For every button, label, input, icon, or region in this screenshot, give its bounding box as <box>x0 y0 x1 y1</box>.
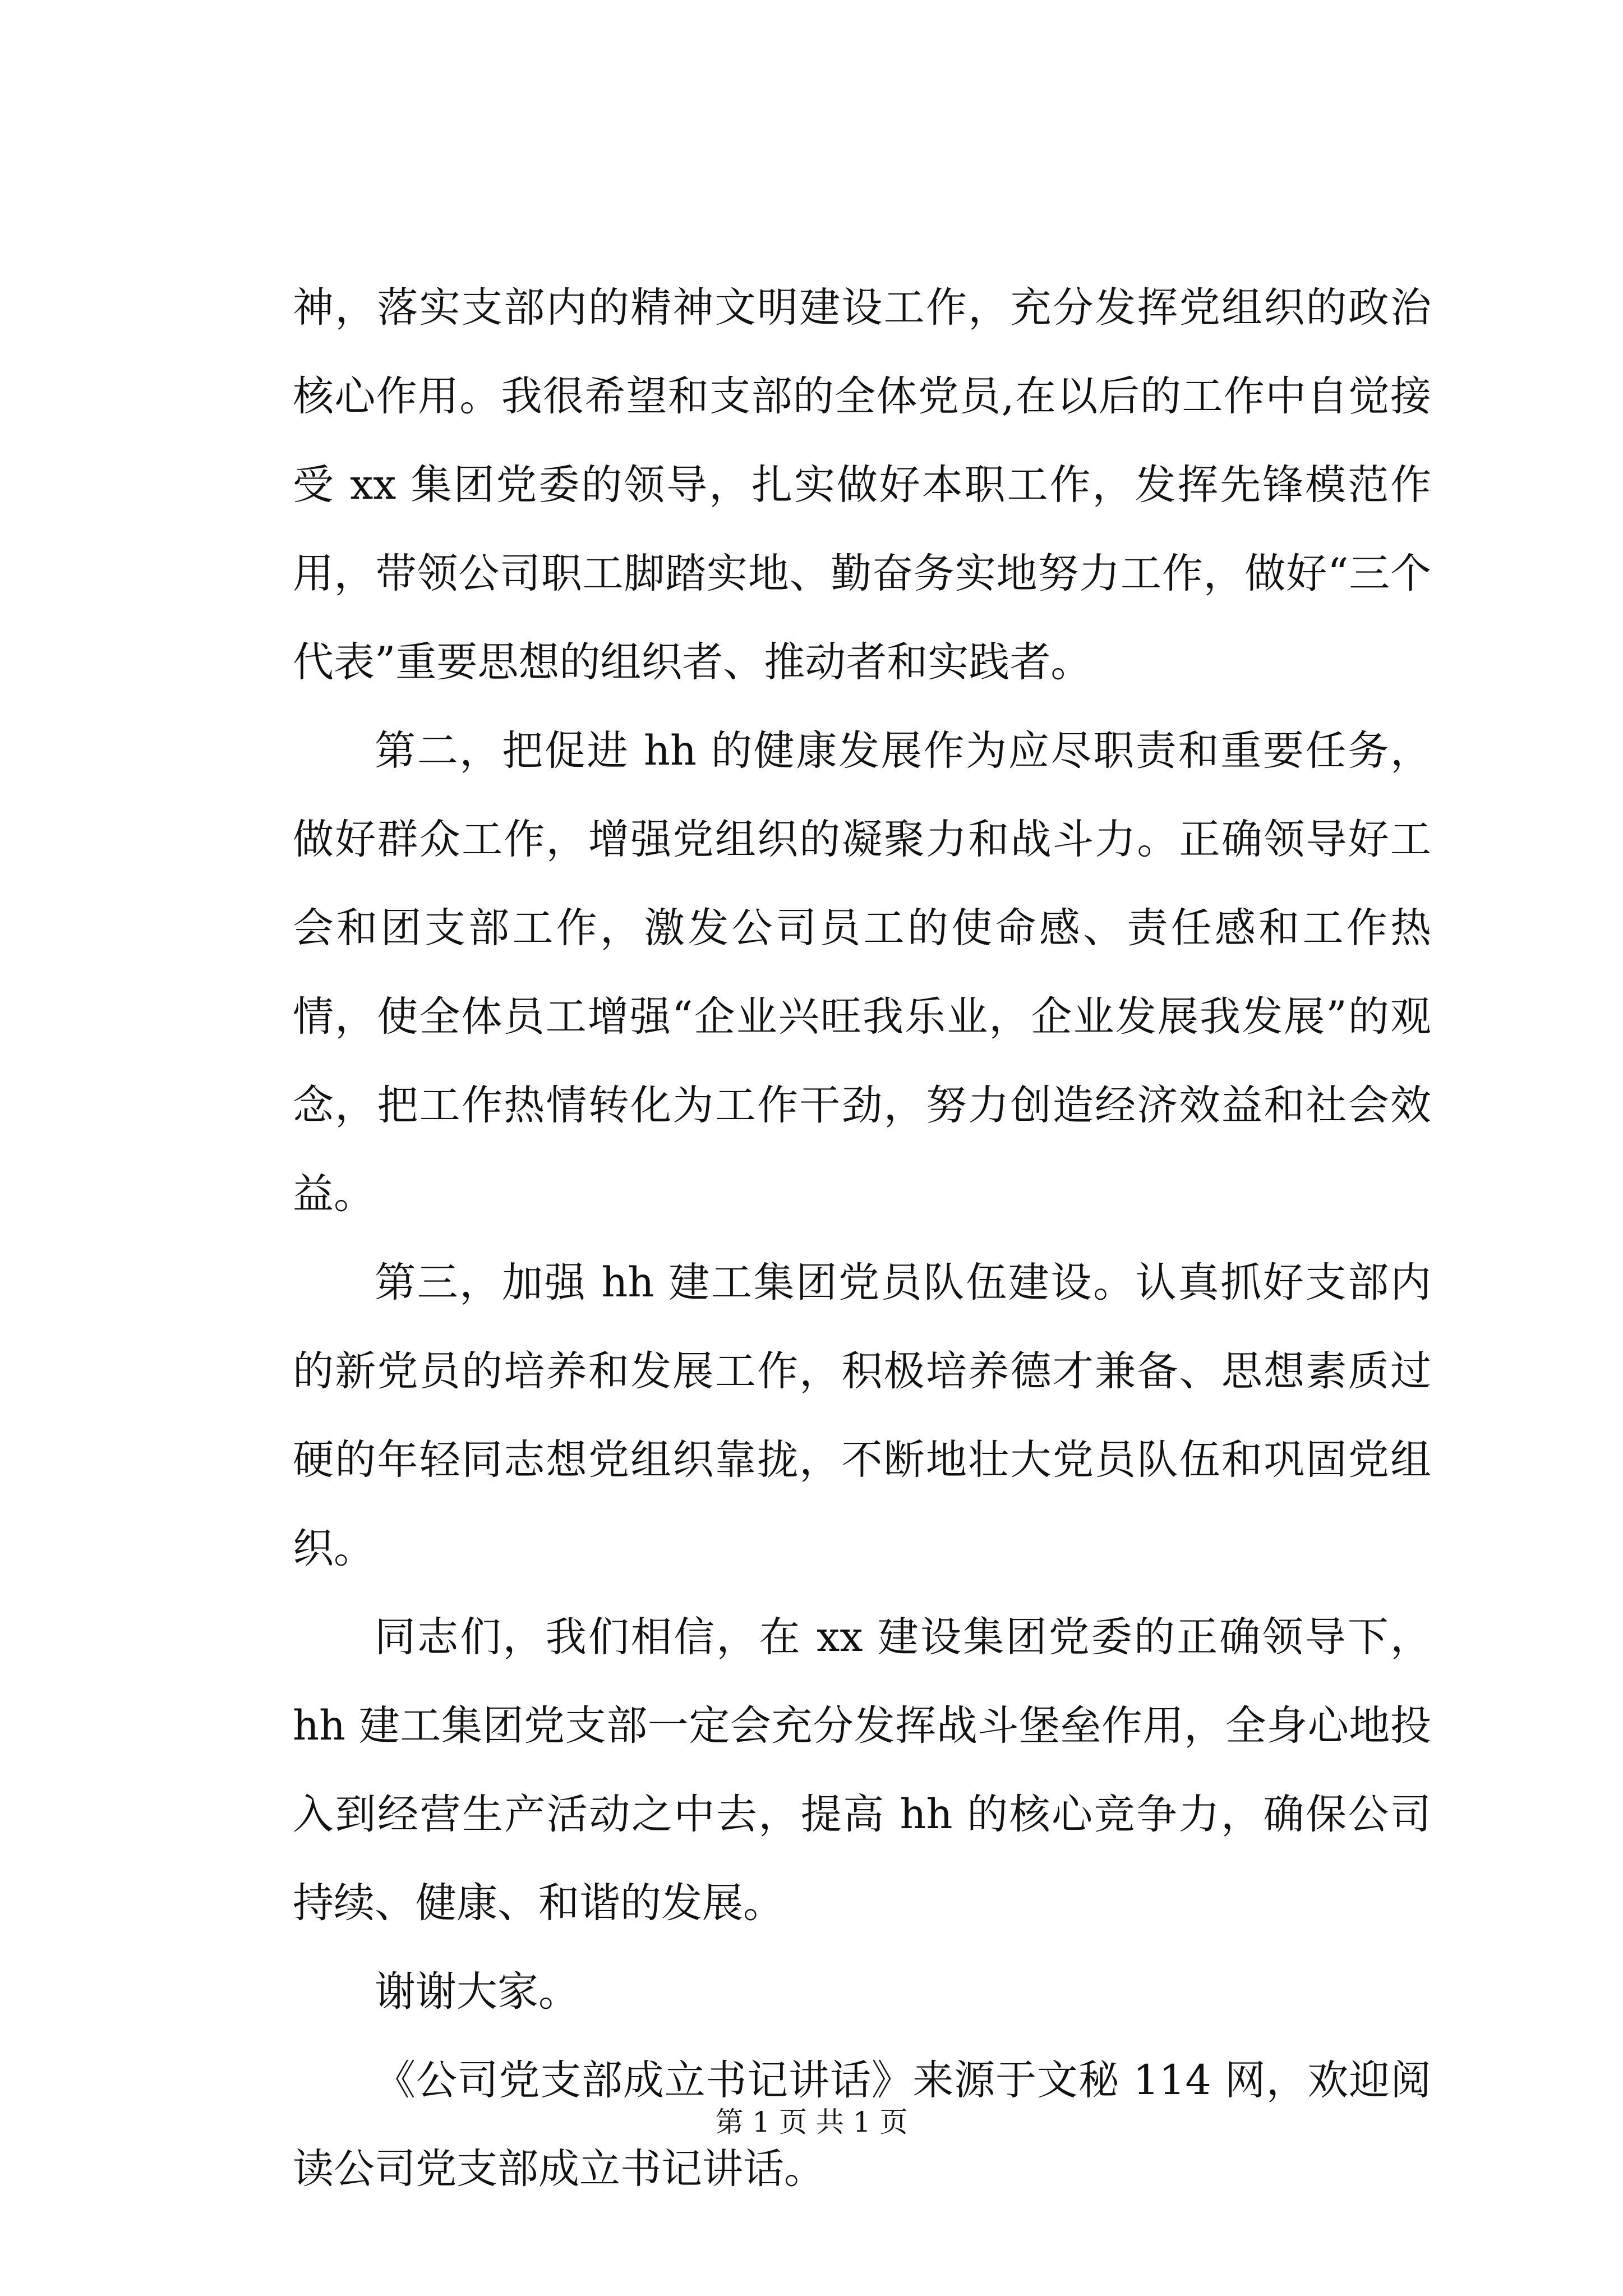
paragraph-conclusion: 同志们，我们相信，在 xx 建设集团党委的正确领导下，hh 建工集团党支部一定会充分发挥战斗堡垒作用，全身心地投入到经营生产活动之中去，提高 hh 的核心竞争力，确保公司持续、健康、和谐的发展。 <box>293 1613 1431 1927</box>
paragraph-third-point: 第三，加强 hh 建工集团党员队伍建设。认真抓好支部内的新党员的培养和发展工作，积极培养德才兼备、思想素质过硬的年轻同志想党组织靠拢，不断地壮大党员队伍和巩固党组织。 <box>293 1259 1431 1572</box>
paragraph-second-point: 第二，把促进 hh 的健康发展作为应尽职责和重要任务，做好群众工作，增强党组织的凝聚力和战斗力。正确领导好工会和团支部工作，激发公司员工的使命感、责任感和工作热情，使全体员工增强“企业兴旺我乐业，企业发展我发展”的观念，把工作热情转化为工作干劲，努力创造经济效益和社会效益。 <box>293 727 1431 1218</box>
paragraph-thanks: 谢谢大家。 <box>375 1968 579 2016</box>
paragraph-continuation: 神，落实支部内的精神文明建设工作，充分发挥党组织的政治核心作用。我很希望和支部的全体党员,在以后的工作中自觉接受 xx 集团党委的领导，扎实做好本职工作，发挥先锋模范作用，带领公司职工脚踏实地、勤奋务实地努力工作，做好“三个代表”重要思想的组织者、推动者和实践者。 <box>293 284 1431 686</box>
paragraph-source-note: 《公司党支部成立书记讲话》来源于文秘 114 网，欢迎阅读公司党支部成立书记讲话。 <box>293 2056 1431 2193</box>
page-footer: 第 1 页 共 1 页 <box>715 2106 908 2138</box>
document-body <box>293 264 1431 2214</box>
